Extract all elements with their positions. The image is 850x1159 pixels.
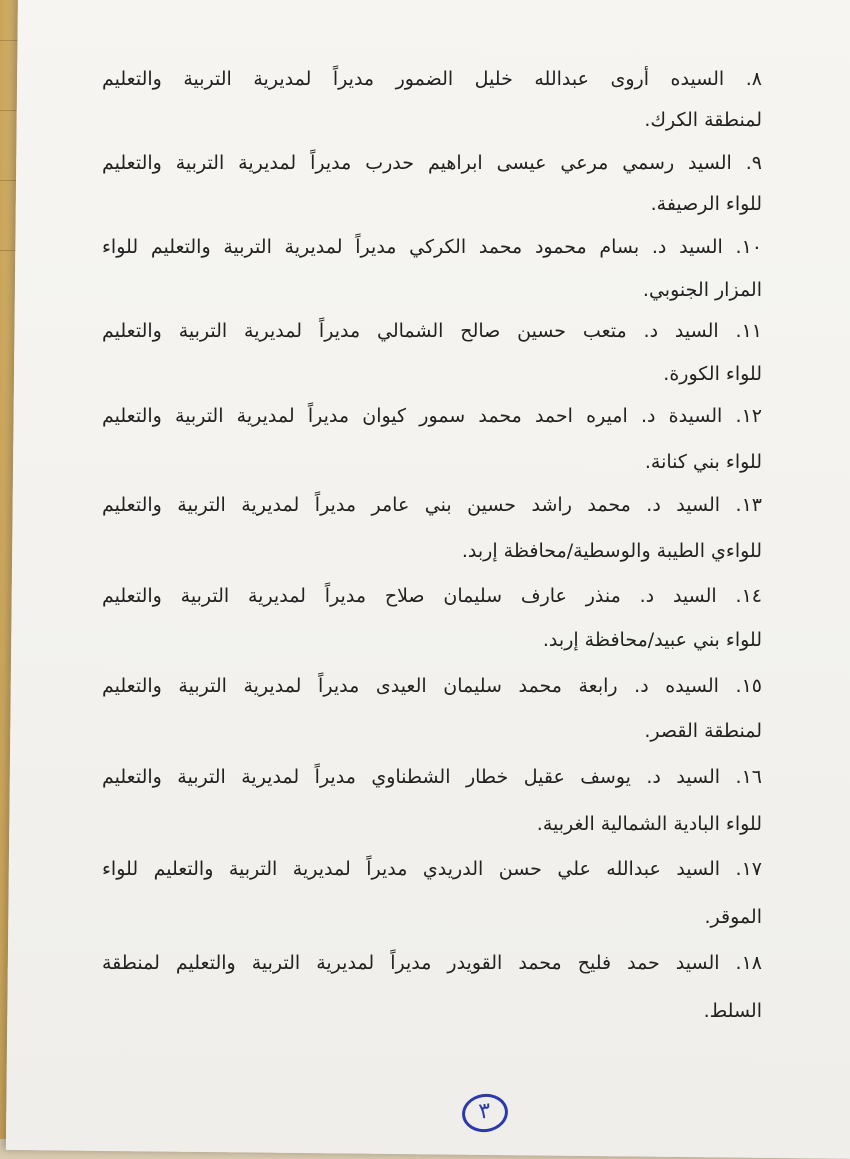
page-number-stamp: ٣ <box>460 1091 511 1135</box>
list-item-line <box>102 405 762 427</box>
item-number: ١٦. <box>735 766 763 788</box>
list-item-continuation: المزار الجنوبي. <box>642 279 762 301</box>
list-item-continuation: للواءي الطيبة والوسطية/محافظة إربد. <box>461 540 762 562</box>
item-number: ٩. <box>745 152 762 174</box>
list-item-continuation: للواء بني كنانة. <box>644 451 762 473</box>
list-item-continuation: لمنطقة الكرك. <box>644 109 762 131</box>
item-number: ١٠. <box>735 236 762 258</box>
item-text: السيد د. يوسف عقيل خطار الشطناوي مديراً لمديرية التربية والتعليم <box>102 766 721 788</box>
item-text: السيد عبدالله علي حسن الدريدي مديراً لمديرية التربية والتعليم للواء <box>102 858 721 880</box>
list-item-line <box>102 320 762 342</box>
item-text: السيد د. بسام محمود محمد الكركي مديراً لمديرية التربية والتعليم للواء <box>102 236 723 258</box>
list-item-line <box>102 585 762 607</box>
list-item-continuation: للواء الرصيفة. <box>650 193 762 215</box>
item-text: السيدة د. اميره احمد محمد سمور كيوان مديراً لمديرية التربية والتعليم <box>102 405 723 427</box>
list-item-line <box>102 152 762 174</box>
item-text: السيد رسمي مرعي عيسى ابراهيم حدرب مديراً لمديرية التربية والتعليم <box>102 152 732 174</box>
list-item-line <box>102 236 762 258</box>
item-number: ٨. <box>745 68 762 90</box>
item-number: ١٨. <box>735 952 763 974</box>
list-item-continuation: للواء البادية الشمالية الغربية. <box>536 813 762 835</box>
list-item-line <box>102 68 762 90</box>
list-item-line <box>102 494 762 516</box>
list-item-continuation: الموقر. <box>704 906 762 928</box>
item-text: السيده د. رابعة محمد سليمان العيدى مديراً لمديرية التربية والتعليم <box>102 675 719 697</box>
item-text: السيد حمد فليح محمد القويدر مديراً لمديرية التربية والتعليم لمنطقة <box>102 952 720 974</box>
item-number: ١١. <box>735 320 762 342</box>
list-item-continuation: للواء الكورة. <box>663 363 762 385</box>
item-number: ١٥. <box>735 675 762 697</box>
item-number: ١٢. <box>735 405 762 427</box>
item-number: ١٣. <box>735 494 763 516</box>
item-number: ١٧. <box>735 858 762 880</box>
list-item-continuation: للواء بني عبيد/محافظة إربد. <box>542 629 762 651</box>
item-text: السيد د. محمد راشد حسين بني عامر مديراً لمديرية التربية والتعليم <box>102 494 721 516</box>
list-item-line <box>102 952 762 974</box>
item-text: السيده أروى عبدالله خليل الضمور مديراً لمديرية التربية والتعليم <box>102 68 725 90</box>
list-item-line <box>102 766 762 788</box>
item-text: السيد د. متعب حسين صالح الشمالي مديراً لمديرية التربية والتعليم <box>102 320 719 342</box>
list-item-line <box>102 858 762 880</box>
list-item-continuation: لمنطقة القصر. <box>644 720 762 742</box>
item-number: ١٤. <box>735 585 762 607</box>
item-text: السيد د. منذر عارف سليمان صلاح مديراً لمديرية التربية والتعليم <box>102 585 717 607</box>
list-item-line <box>102 675 762 697</box>
list-item-continuation: السلط. <box>703 1000 762 1022</box>
